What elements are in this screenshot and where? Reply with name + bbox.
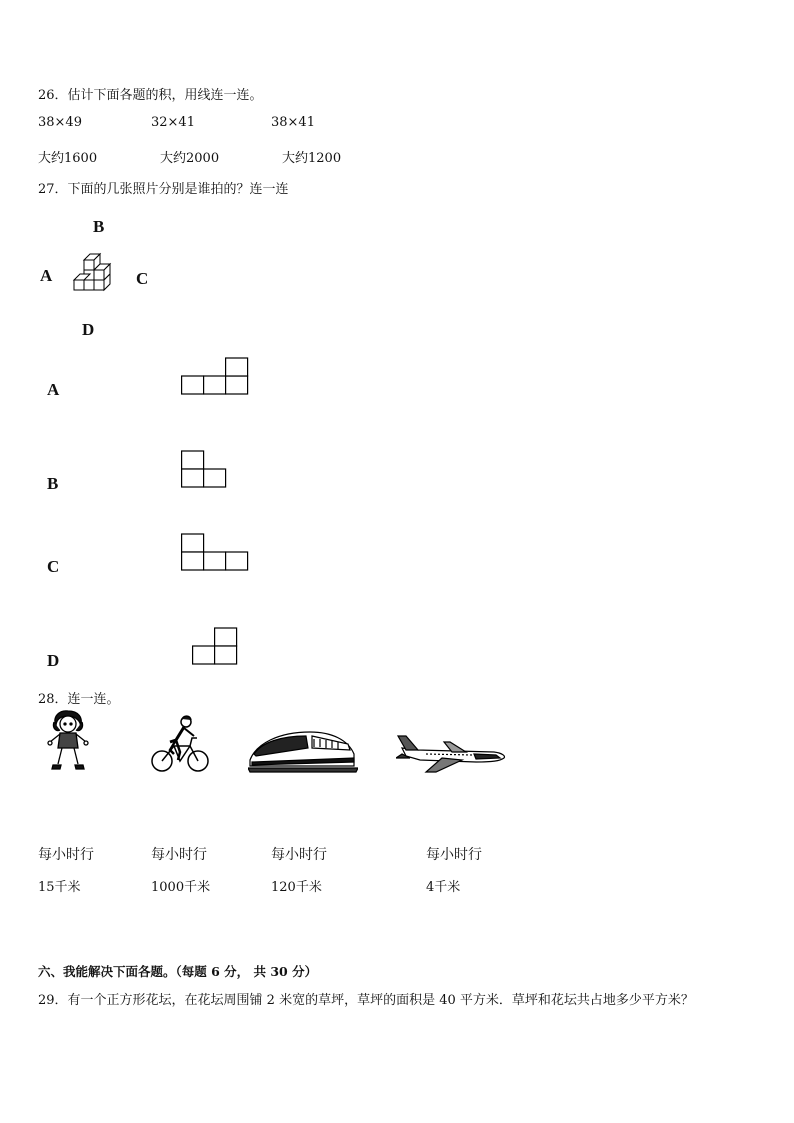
q26-expr-2[interactable]: 32×41 bbox=[151, 115, 195, 130]
view-label-c: C bbox=[47, 557, 60, 576]
view-label-b: B bbox=[47, 474, 59, 493]
direction-label-c: C bbox=[136, 269, 149, 288]
direction-label-d: D bbox=[82, 320, 95, 339]
speed-value-1[interactable]: 15千米 bbox=[38, 880, 81, 895]
speed-value-4[interactable]: 4千米 bbox=[426, 880, 461, 895]
q28-title: 28．连一连。 bbox=[38, 692, 120, 707]
q26-title: 26．估计下面各题的积，用线连一连。 bbox=[38, 88, 263, 103]
q27-title: 27．下面的几张照片分别是谁拍的？连一连 bbox=[38, 182, 289, 197]
airplane-icon[interactable] bbox=[396, 734, 508, 774]
speed-label-4: 每小时行 bbox=[426, 847, 482, 863]
speed-label-2: 每小时行 bbox=[151, 847, 207, 863]
q26-answer-2[interactable]: 大约2000 bbox=[160, 151, 220, 166]
speed-value-2[interactable]: 1000千米 bbox=[151, 880, 211, 895]
q29-text: 29．有一个正方形花坛，在花坛周围铺 2 米宽的草坪，草坪的面积是 40 平方米．草坪和花坛共占地多少平方米？ bbox=[38, 993, 694, 1008]
q26-expr-1[interactable]: 38×49 bbox=[38, 115, 82, 130]
cube-stack-figure bbox=[70, 250, 122, 306]
cyclist-icon[interactable] bbox=[150, 712, 212, 776]
train-icon[interactable] bbox=[248, 724, 358, 774]
speed-label-3: 每小时行 bbox=[271, 847, 327, 863]
section-6-heading: 六、我能解决下面各题。（每题 6 分， 共 30 分） bbox=[38, 964, 318, 979]
view-label-a: A bbox=[47, 380, 60, 399]
q26-answer-1[interactable]: 大约1600 bbox=[38, 151, 98, 166]
view-shape-a[interactable] bbox=[181, 357, 251, 396]
view-shape-d[interactable] bbox=[192, 627, 240, 666]
view-shape-b[interactable] bbox=[181, 450, 229, 489]
view-shape-c[interactable] bbox=[181, 533, 251, 572]
speed-label-1: 每小时行 bbox=[38, 847, 94, 863]
direction-label-a: A bbox=[40, 266, 53, 285]
view-label-d: D bbox=[47, 651, 60, 670]
q26-answer-3[interactable]: 大约1200 bbox=[282, 151, 342, 166]
q26-expr-3[interactable]: 38×41 bbox=[271, 115, 315, 130]
girl-walking-icon[interactable] bbox=[46, 710, 90, 772]
direction-label-b: B bbox=[93, 217, 105, 236]
speed-value-3[interactable]: 120千米 bbox=[271, 880, 322, 895]
